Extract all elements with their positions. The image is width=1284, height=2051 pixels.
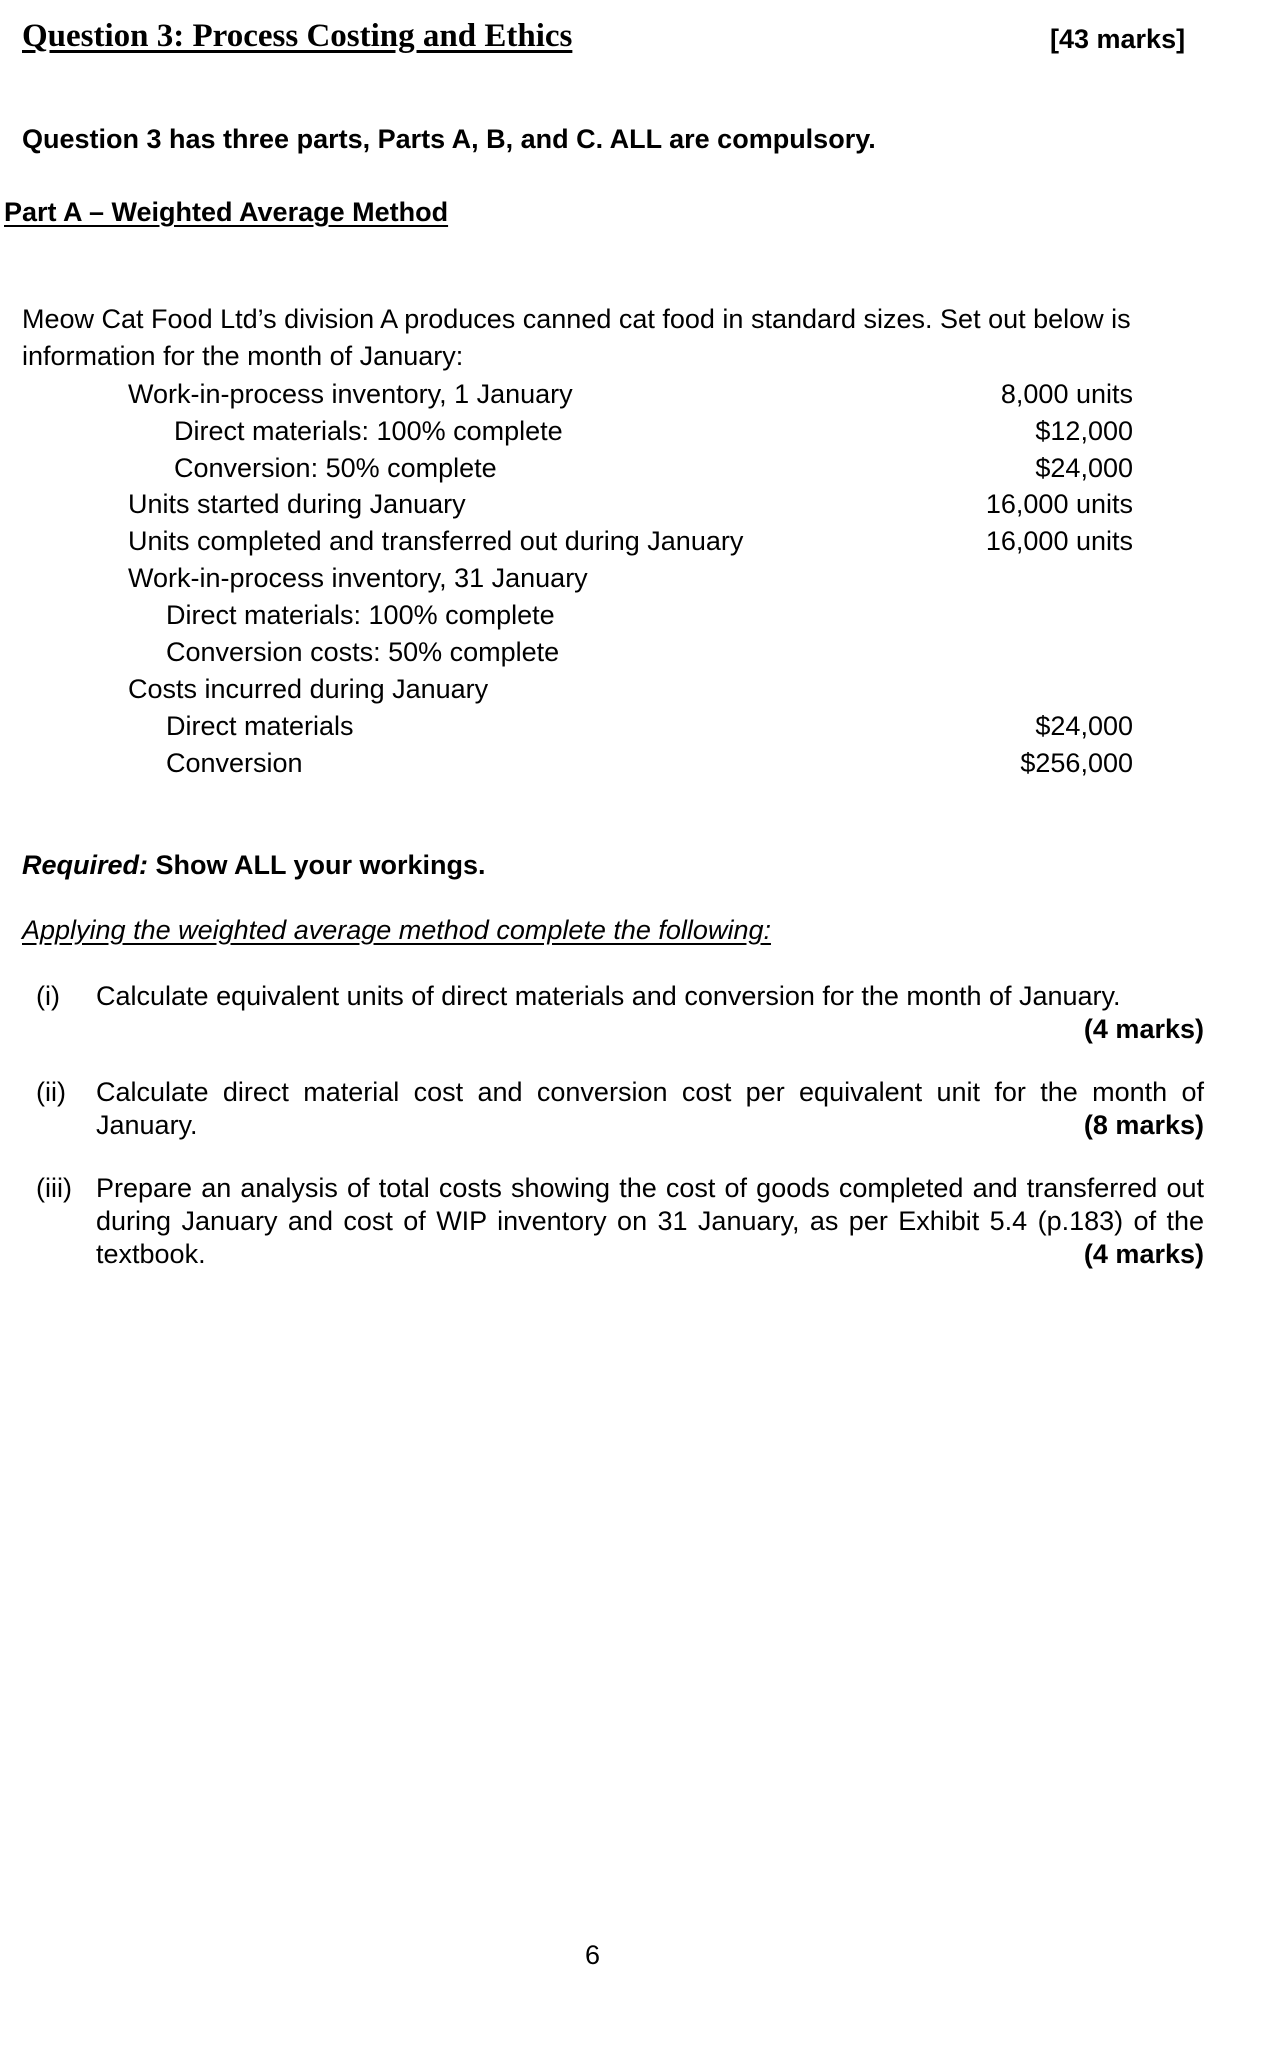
required-line bbox=[22, 850, 486, 881]
info-label: Work-in-process inventory, 1 January bbox=[128, 379, 573, 409]
info-value: 16,000 units bbox=[985, 526, 1133, 556]
apply-instruction: Applying the weighted average method complete the following: bbox=[22, 915, 771, 945]
info-value: 16,000 units bbox=[985, 489, 1133, 519]
question-item bbox=[36, 1076, 1204, 1142]
part-a-heading: Part A – Weighted Average Method bbox=[4, 197, 449, 227]
info-label: Direct materials bbox=[166, 711, 354, 741]
question-text: Prepare an analysis of total costs showing the cost of goods completed and transferred out during January and cost of WIP inventory on 31 January, as per Exhibit 5.4 (p.183) of the textbook. bbox=[96, 1173, 1204, 1269]
required-text: Show ALL your workings. bbox=[148, 850, 486, 880]
question-number: (ii) bbox=[36, 1077, 66, 1107]
info-paragraph: Meow Cat Food Ltd’s division A produces canned cat food in standard sizes. Set out below is information for the month of January: bbox=[22, 304, 1131, 371]
question-text: Calculate direct material cost and conversion cost per equivalent unit for the month of January. bbox=[96, 1077, 1204, 1140]
question-item bbox=[36, 980, 1204, 1046]
info-label: Costs incurred during January bbox=[128, 674, 489, 704]
info-value: $12,000 bbox=[1035, 416, 1133, 446]
question-marks: (8 marks) bbox=[1083, 1110, 1204, 1140]
info-table bbox=[0, 0, 1133, 800]
required-label: Required: bbox=[22, 850, 149, 880]
intro-text: Question 3 has three parts, Parts A, B, and C. ALL are compulsory. bbox=[22, 124, 876, 154]
question-number: (iii) bbox=[36, 1173, 72, 1203]
question-marks: (4 marks) bbox=[1083, 1014, 1204, 1044]
question-marks: (4 marks) bbox=[1083, 1239, 1204, 1269]
page-number: 6 bbox=[585, 1940, 601, 1970]
info-label: Direct materials: 100% complete bbox=[174, 416, 563, 446]
info-value: $256,000 bbox=[1020, 748, 1133, 778]
question-number: (i) bbox=[36, 981, 60, 1011]
info-label: Direct materials: 100% complete bbox=[166, 600, 555, 630]
info-label: Units started during January bbox=[128, 489, 466, 519]
question-item bbox=[36, 1172, 1204, 1271]
question-text: Calculate equivalent units of direct materials and conversion for the month of January. bbox=[96, 981, 1121, 1011]
info-label: Conversion bbox=[166, 748, 303, 778]
info-label: Conversion: 50% complete bbox=[174, 453, 497, 483]
total-marks: [43 marks] bbox=[1050, 24, 1186, 54]
question-title: Question 3: Process Costing and Ethics bbox=[22, 18, 573, 54]
info-value: 8,000 units bbox=[1000, 379, 1133, 409]
info-label: Work-in-process inventory, 31 January bbox=[128, 563, 588, 593]
info-value: $24,000 bbox=[1035, 711, 1133, 741]
info-label: Conversion costs: 50% complete bbox=[166, 637, 560, 667]
info-value: $24,000 bbox=[1035, 453, 1133, 483]
info-label: Units completed and transferred out during January bbox=[128, 526, 744, 556]
